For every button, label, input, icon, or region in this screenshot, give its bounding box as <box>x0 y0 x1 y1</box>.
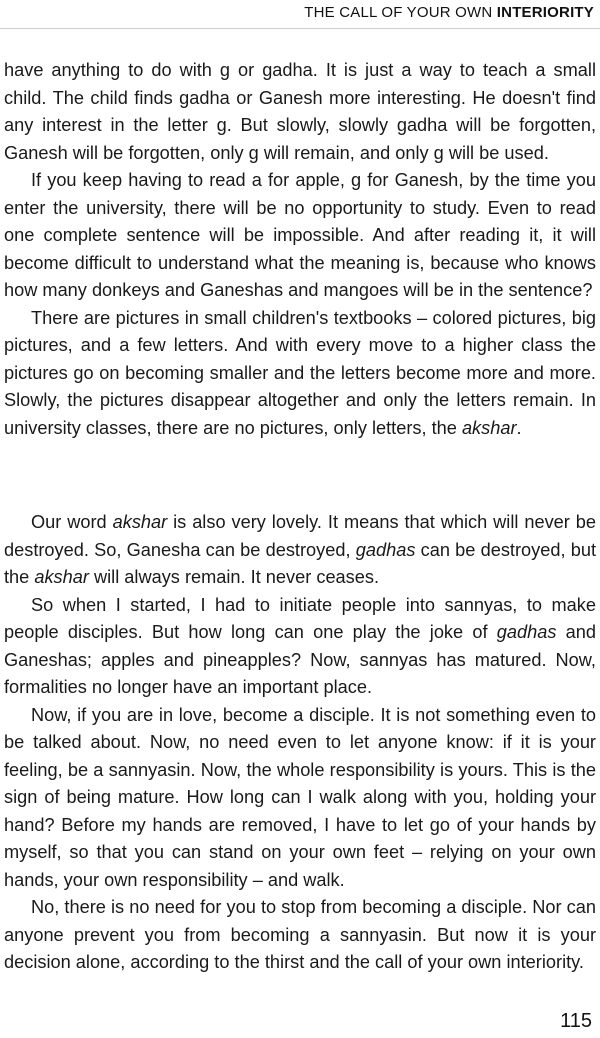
paragraph-text: There are pictures in small children's textbooks – colored pictures, big pictures, and a few letters. And with every move to a higher class the pictures go on becoming smaller and the letters become more and more. Slowly, the pictures disappear altogether and only the letters remain. In university classes, there are no pictures, only letters, the <box>4 307 596 438</box>
paragraph-text: Our word <box>31 512 113 532</box>
paragraph-text: So when I started, I had to initiate people into sannyas, to make people disciples. But how long can one play the joke of <box>4 594 596 642</box>
text-section-1 <box>4 57 596 442</box>
italic-term: akshar <box>112 512 168 532</box>
paragraph <box>4 167 596 305</box>
paragraph-text: is also very lovely. It means that which will never be destroyed. So, Ganesha can be destroyed, <box>4 512 596 560</box>
italic-term: akshar <box>461 417 517 438</box>
running-header <box>304 4 594 21</box>
paragraph <box>4 509 596 592</box>
italic-term: akshar <box>34 567 89 587</box>
paragraph-text: can be destroyed, but the <box>4 539 596 587</box>
paragraph <box>4 57 596 167</box>
italic-term: gadhas <box>355 539 416 560</box>
paragraph-text: will always remain. It never ceases. <box>88 567 380 587</box>
italic-term: gadhas <box>496 622 557 642</box>
paragraph-text: Now, if you are in love, become a disciple. It is not something even to be talked about. Now, no need even to let anyone know: if it is your feeling, be a sannyasin. Now, the whole responsibility is yours. This is the sign of being mature. How long can I walk along with you, holding your hand? Before my hands are removed, I have to let go of your hands by myself, so that you can stand on your own feet – relying on your own hands, your own responsibility – and walk. <box>4 704 596 890</box>
header-rule <box>0 28 600 29</box>
paragraph-text: have anything to do with g or gadha. It is just a way to teach a small child. The child finds gadha or Ganesh more interesting. He doesn't find any interest in the letter g. But slowly, slowly gadha will be forgotten, Ganesh will be forgotten, only g will remain, and only g will be used. <box>4 60 596 163</box>
paragraph-text: . <box>516 417 522 438</box>
page-number: 115 <box>560 1010 592 1032</box>
paragraph <box>4 702 596 895</box>
running-header-title: THE CALL OF YOUR OWN <box>304 4 497 21</box>
paragraph-text: No, there is no need for you to stop from becoming a disciple. Nor can anyone prevent you from becoming a sannyasin. But now it is your decision alone, according to the thirst and the call of your own interiority. <box>4 897 596 972</box>
paragraph <box>4 305 596 443</box>
running-header-title-bold: INTERIORITY <box>496 4 594 21</box>
paragraph <box>4 592 596 702</box>
paragraph-text: If you keep having to read a for apple, g for Ganesh, by the time you enter the university, there will be no opportunity to study. Even to read one complete sentence will be impossible. And after reading it, it will become difficult to understand what the meaning is, because who knows how many donkeys and Ganeshas and mangoes will be in the sentence? <box>4 170 596 300</box>
text-section-2 <box>4 509 596 977</box>
paragraph <box>4 894 596 977</box>
paragraph-text: and Ganeshas; apples and pineapples? Now, sannyas has matured. Now, formalities no longer have an important place. <box>4 622 596 697</box>
